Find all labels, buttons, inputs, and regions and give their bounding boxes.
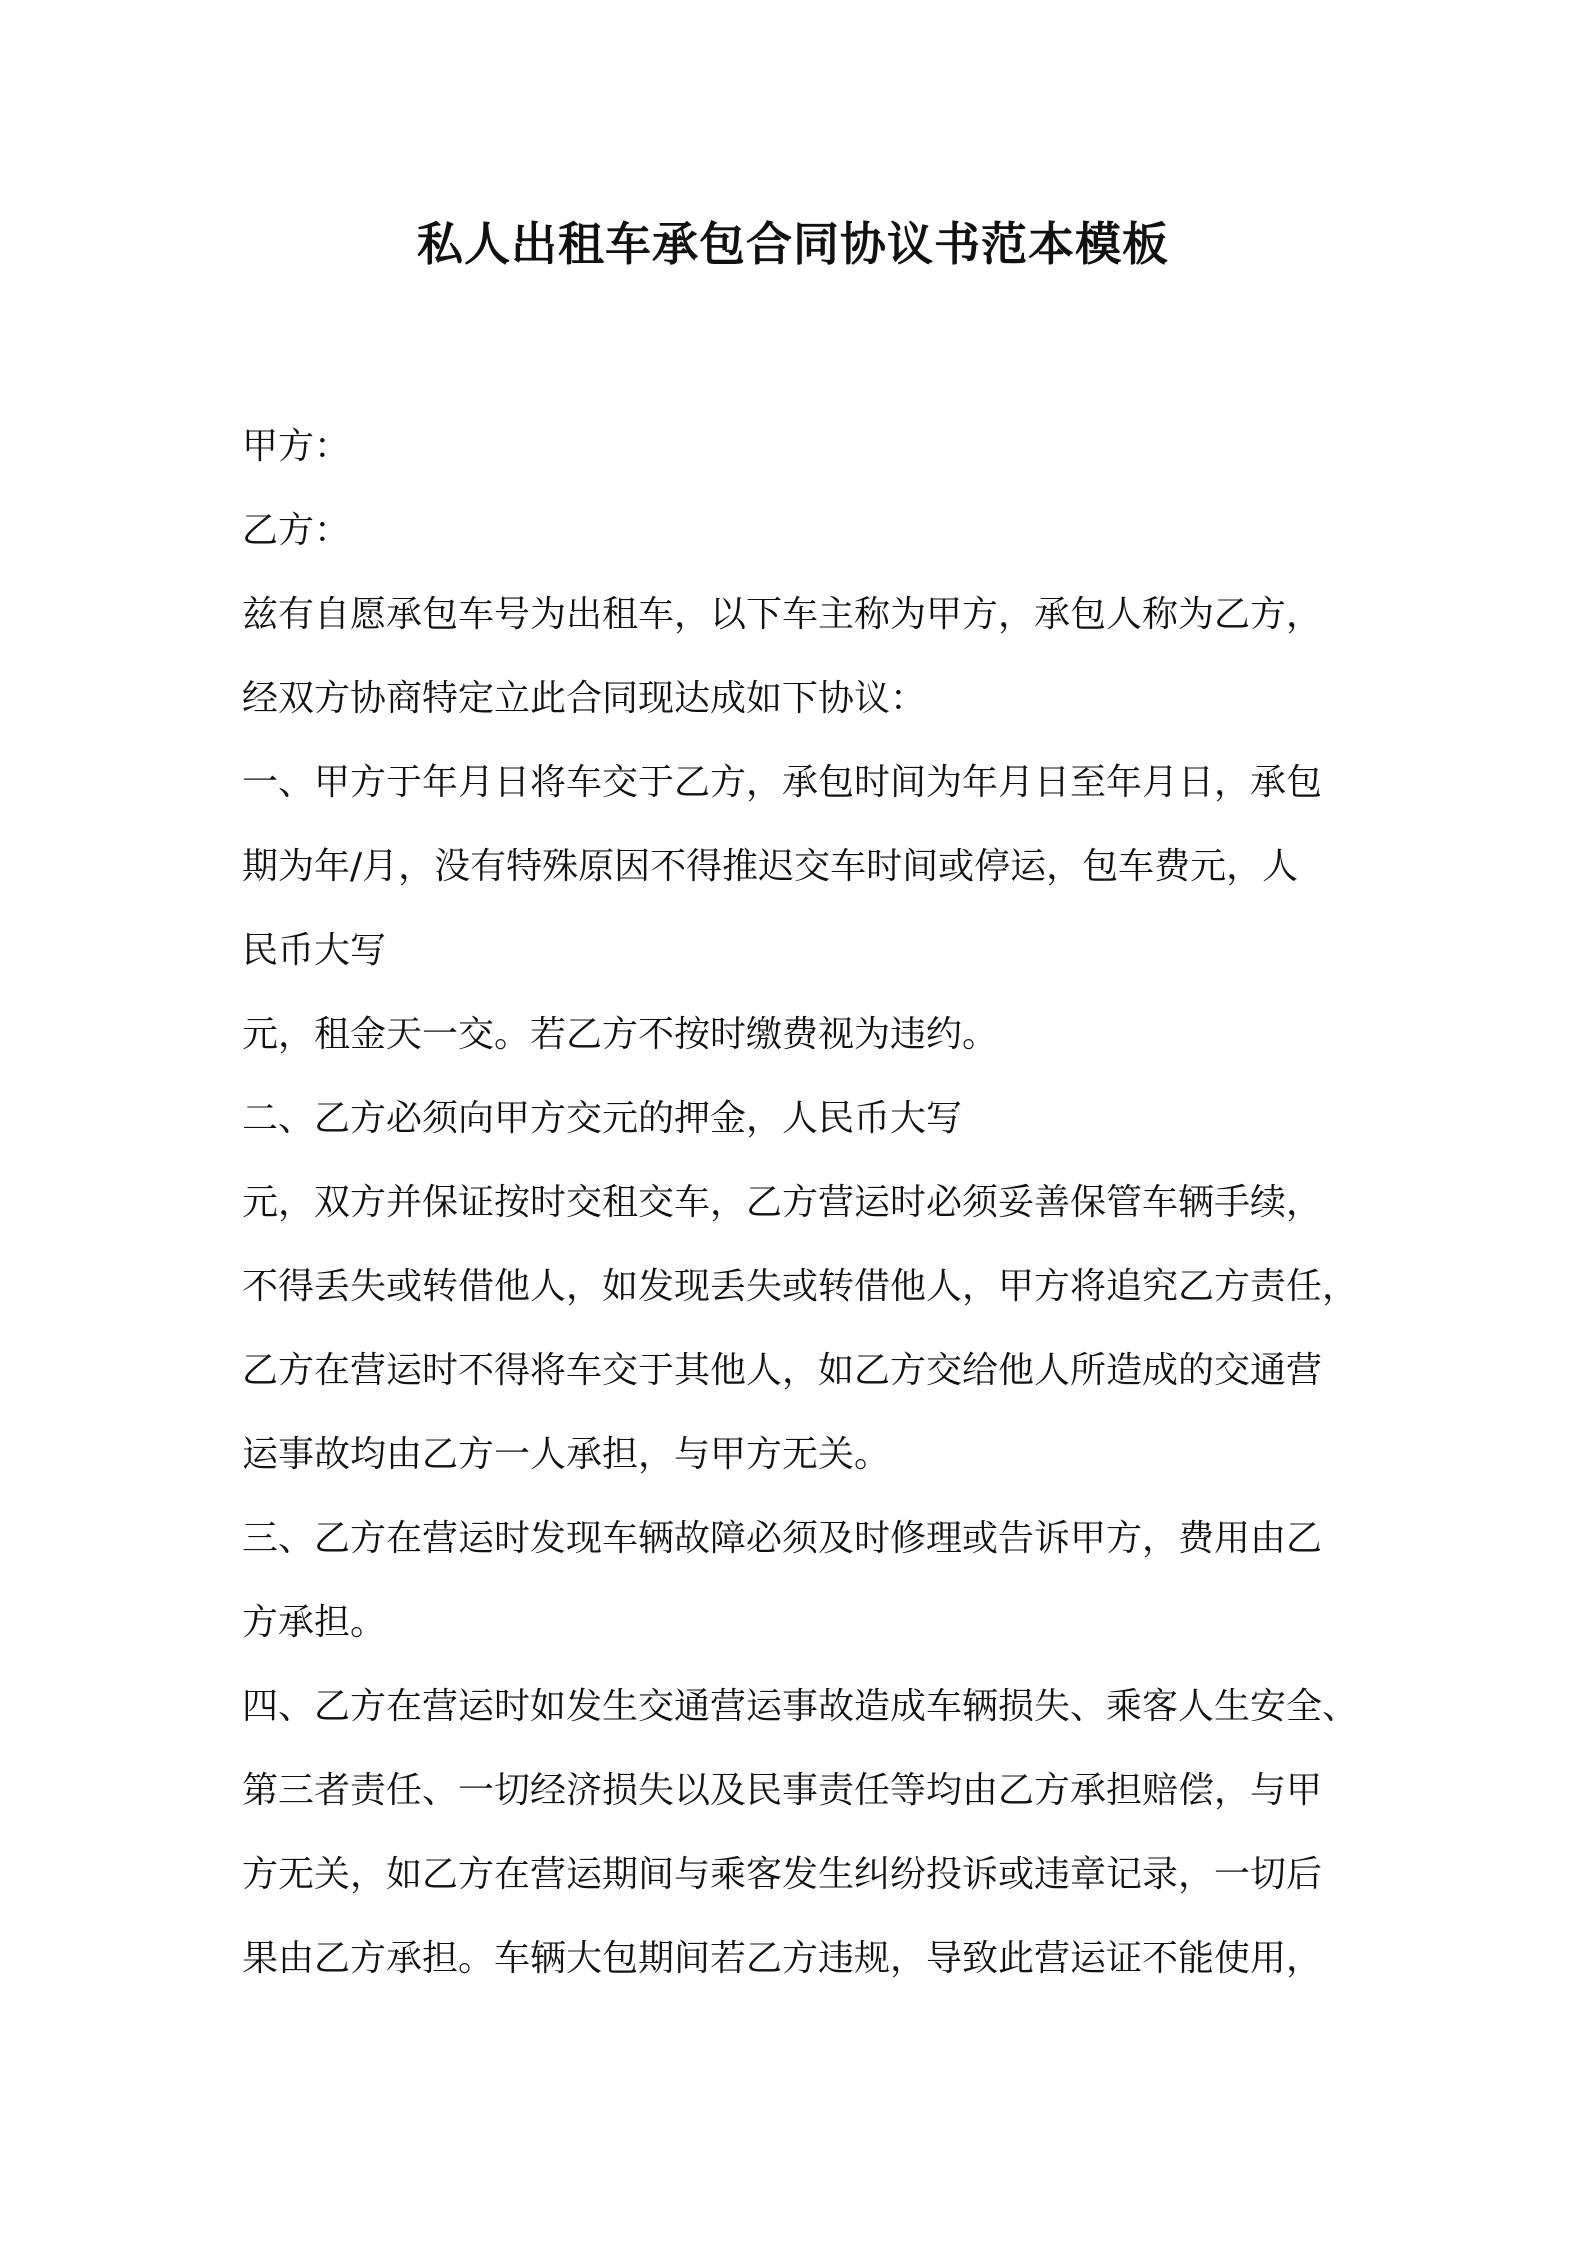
clause-4-line: 方无关，如乙方在营运期间与乘客发生纠纷投诉或违章记录，一切后 xyxy=(242,1854,1323,1895)
clause-2-line: 元，双方并保证按时交租交车，乙方营运时必须妥善保管车辆手续， xyxy=(242,1182,1323,1223)
clause-1-line: 期为年/月，没有特殊原因不得推迟交车时间或停运，包车费元，人 xyxy=(242,846,1299,887)
clause-4-line: 果由乙方承担。车辆大包期间若乙方违规，导致此营运证不能使用， xyxy=(242,1938,1323,1979)
clause-2-line: 乙方在营运时不得将车交于其他人，如乙方交给他人所造成的交通营 xyxy=(242,1350,1323,1391)
clause-1-line: 一、甲方于年月日将车交于乙方，承包时间为年月日至年月日，承包 xyxy=(242,762,1323,803)
clause-3-line: 三、乙方在营运时发现车辆故障必须及时修理或告诉甲方，费用由乙 xyxy=(242,1518,1323,1559)
clause-3-line: 方承担。 xyxy=(242,1602,387,1643)
party-b-line: 乙方： xyxy=(242,510,351,551)
clause-4-line: 第三者责任、一切经济损失以及民事责任等均由乙方承担赔偿，与甲 xyxy=(242,1770,1323,1811)
clause-1-line: 元，租金天一交。若乙方不按时缴费视为违约。 xyxy=(242,1014,999,1055)
document-body xyxy=(242,405,1360,2001)
clause-2-line: 运事故均由乙方一人承担，与甲方无关。 xyxy=(242,1434,891,1475)
clause-2-line: 二、乙方必须向甲方交元的押金，人民币大写 xyxy=(242,1098,963,1139)
clause-2-line: 不得丢失或转借他人，如发现丢失或转借他人，甲方将追究乙方责任， xyxy=(242,1266,1359,1307)
document-title: 私人出租车承包合同协议书范本模板 xyxy=(417,217,1169,271)
clause-4-line: 四、乙方在营运时如发生交通营运事故造成车辆损失、乘客人生安全、 xyxy=(242,1686,1359,1727)
party-a-line: 甲方： xyxy=(242,426,351,467)
clause-1-line: 民币大写 xyxy=(242,930,387,971)
intro-line: 兹有自愿承包车号为出租车，以下车主称为甲方，承包人称为乙方， xyxy=(242,594,1323,635)
intro-line: 经双方协商特定立此合同现达成如下协议： xyxy=(242,678,927,719)
